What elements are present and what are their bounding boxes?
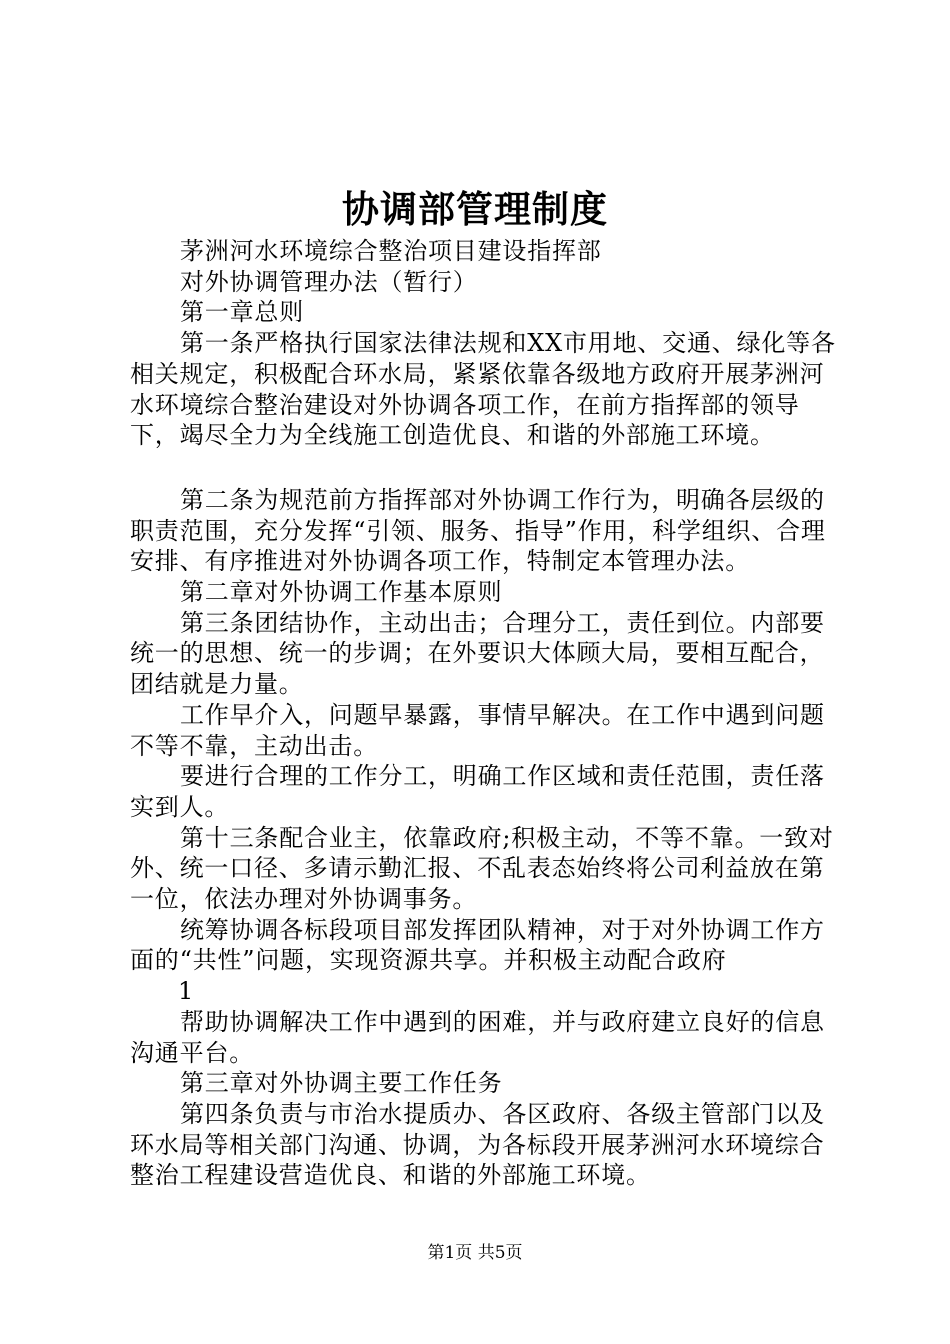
paragraph-division-of-work: 要进行合理的工作分工，明确工作区域和责任范围，责任落实到人。 xyxy=(130,762,825,821)
article-2: 第二条为规范前方指挥部对外协调工作行为，明确各层级的职责范围，充分发挥“引领、服务、指导”作用，科学组织、合理安排、有序推进对外协调各项工作，特制定本管理办法。 xyxy=(130,485,826,576)
page-title: 协调部管理制度 xyxy=(342,187,608,231)
article-1: 第一条严格执行国家法律法规和XX市用地、交通、绿化等各相关规定，积极配合环水局，紧紧依靠各级地方政府开展茅洲河水环境综合整治建设对外协调各项工作，在前方指挥部的领导下，竭尽全力为全线施工创造优良、和谐的外部施工环境。 xyxy=(130,329,836,450)
paragraph-assist-government: 帮助协调解决工作中遇到的困难，并与政府建立良好的信息沟通平台。 xyxy=(130,1007,825,1067)
paragraph-org-name: 茅洲河水环境综合整治项目建设指挥部 xyxy=(180,237,602,265)
page-footer: 第1页 共5页 xyxy=(427,1243,523,1263)
chapter-heading-2: 第二章对外协调工作基本原则 xyxy=(180,578,503,607)
article-13: 第十三条配合业主，依靠政府;积极主动，不等不靠。一致对外、统一口径、多请示勤汇报、不乱表态始终将公司利益放在第一位，依法办理对外协调事务。 xyxy=(130,823,834,914)
inline-page-number: 1 xyxy=(178,977,195,1006)
paragraph-coordination: 统筹协调各标段项目部发挥团队精神，对于对外协调工作方面的“共性”问题，实现资源共享。并积极主动配合政府 xyxy=(130,915,825,975)
chapter-heading-3: 第三章对外协调主要工作任务 xyxy=(180,1069,503,1098)
paragraph-early-intervention: 工作早介入，问题早暴露，事情早解决。在工作中遇到问题不等不靠，主动出击。 xyxy=(130,700,825,760)
article-4: 第四条负责与市治水提质办、各区政府、各级主管部门以及环水局等相关部门沟通、协调，为各标段开展茅洲河水环境综合整治工程建设营造优良、和谐的外部施工环境。 xyxy=(130,1099,825,1190)
document-body xyxy=(130,236,842,1191)
paragraph-doc-subtitle: 对外协调管理办法（暂行） xyxy=(180,267,478,296)
chapter-heading-1: 第一章总则 xyxy=(180,298,304,327)
article-3: 第三条团结协作，主动出击；合理分工，责任到位。内部要统一的思想、统一的步调；在外要识大体顾大局，要相互配合，团结就是力量。 xyxy=(130,608,825,699)
